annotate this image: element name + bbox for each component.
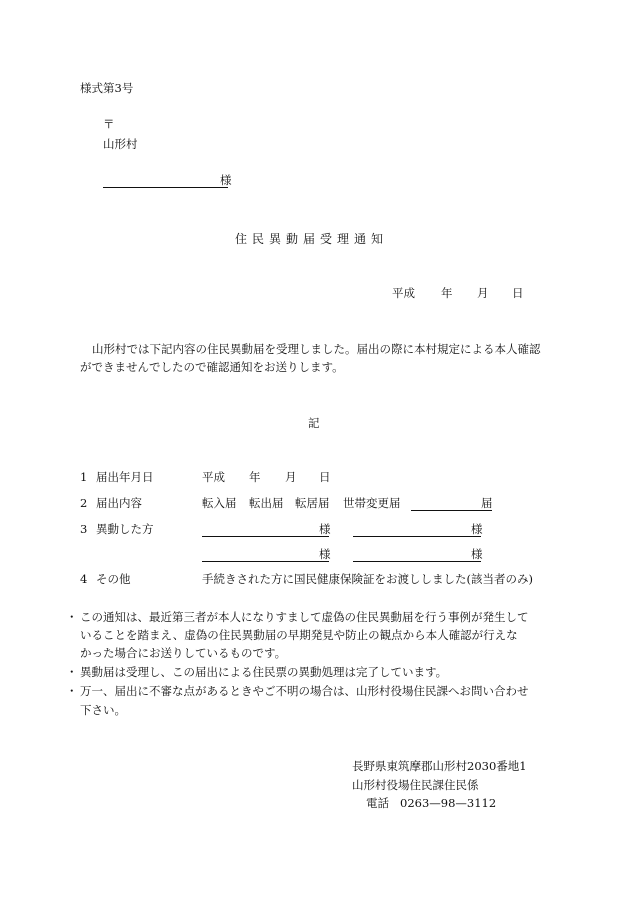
person-sama: 様: [319, 522, 331, 536]
note-bullet: ・: [66, 610, 78, 624]
item-date-year: 年: [249, 470, 261, 484]
date-month: 月: [477, 286, 489, 300]
body-line-1: 山形村では下記内容の住民異動届を受理しました。届出の際に本村規定による本人確認: [92, 342, 541, 356]
option-tenshutsu: 転出届: [249, 496, 284, 510]
person-sama: 様: [319, 547, 331, 561]
person-line: [202, 561, 329, 562]
option-tennyu: 転入届: [202, 496, 237, 510]
item-value: 手続きされた方に国民健康保険証をお渡ししました(該当者のみ): [202, 572, 533, 586]
item-label: その他: [96, 572, 131, 586]
item-date-era: 平成: [202, 470, 225, 484]
item-number: 3: [80, 522, 88, 536]
ki-heading: 記: [308, 416, 320, 430]
page-title: 住民異動届受理通知: [235, 232, 389, 246]
note-1-line-1: この通知は、最近第三者が本人になりすまして虚偽の住民異動届を行う事例が発生して: [80, 610, 529, 624]
option-setai-henko: 世帯変更届: [343, 496, 401, 510]
date-year: 年: [441, 286, 453, 300]
footer-office: 山形村役場住民課住民係: [352, 778, 479, 792]
item-label: 異動した方: [96, 522, 154, 536]
person-line: [353, 561, 481, 562]
item-date-month: 月: [285, 470, 297, 484]
person-sama: 様: [471, 522, 483, 536]
person-sama: 様: [471, 547, 483, 561]
option-tenkyo: 転居届: [295, 496, 330, 510]
note-bullet: ・: [66, 665, 78, 679]
note-1-line-3: かった場合にお送りしているものです。: [80, 646, 287, 660]
postal-mark: 〒: [103, 117, 115, 131]
footer-address: 長野県東筑摩郡山形村2030番地1: [352, 759, 527, 773]
recipient-village: 山形村: [103, 137, 138, 151]
recipient-sama: 様: [220, 173, 232, 187]
note-3-line-1: 万一、届出に不審な点があるときやご不明の場合は、山形村役場住民課へお問い合わせ: [80, 684, 529, 698]
other-notice-line: [411, 510, 492, 511]
item-number: 2: [80, 496, 88, 510]
person-line: [353, 536, 481, 537]
recipient-name-line: [103, 187, 228, 188]
item-date-day: 日: [319, 470, 331, 484]
date-era: 平成: [392, 286, 415, 300]
item-number: 1: [80, 470, 88, 484]
note-3-line-2: 下さい。: [80, 703, 126, 717]
footer-phone: 0263—98—3112: [400, 796, 497, 810]
item-label: 届出内容: [96, 496, 142, 510]
person-line: [202, 536, 329, 537]
item-suffix: 届: [481, 496, 493, 510]
note-1-line-2: いることを踏まえ、虚偽の住民異動届の早期発見や防止の観点から本人確認が行えな: [80, 628, 518, 642]
form-number: 様式第3号: [80, 81, 134, 95]
body-line-2: ができませんでしたので確認通知をお送りします。: [80, 360, 344, 374]
item-label: 届出年月日: [96, 470, 154, 484]
date-day: 日: [512, 286, 524, 300]
item-number: 4: [80, 572, 88, 586]
footer-phone-label: 電話: [366, 796, 389, 810]
note-2-line-1: 異動届は受理し、この届出による住民票の異動処理は完了しています。: [80, 665, 448, 679]
note-bullet: ・: [66, 684, 78, 698]
